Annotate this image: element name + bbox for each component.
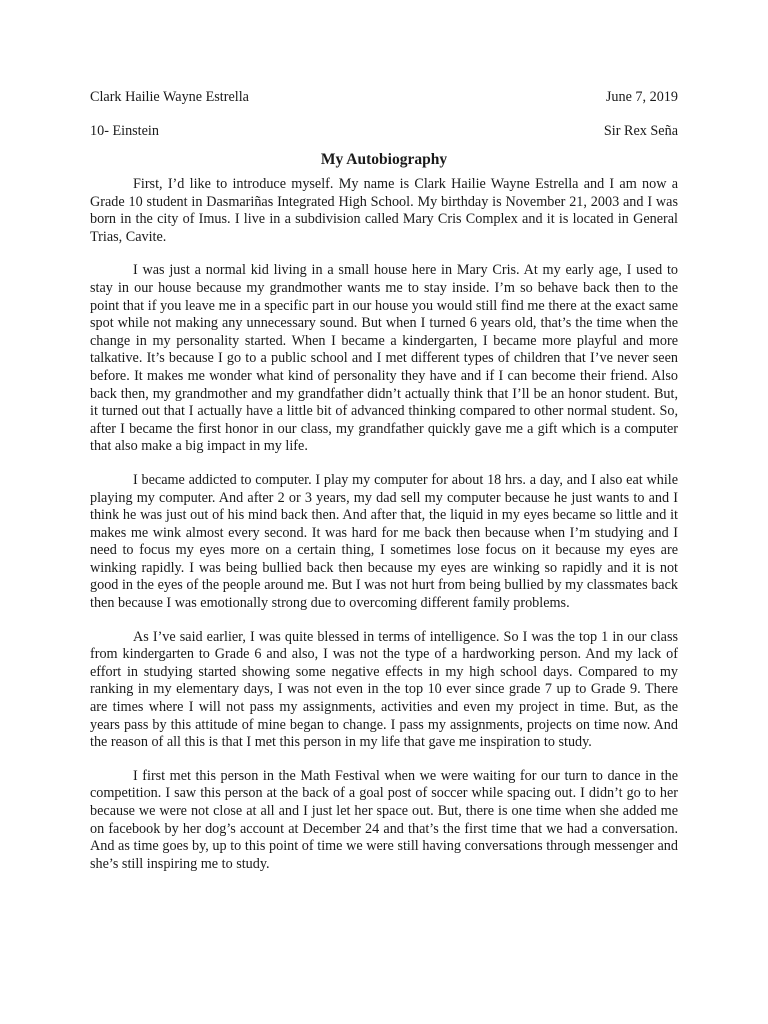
paragraph-computer: I became addicted to computer. I play my computer for about 18 hrs. a day, and I also eat while playing my computer. And after 2 or 3 years, my dad sell my computer because he just wants to and I think he was just out of his mind back then. And after that, the liquid in my eyes became so little and it makes me wink almost every second. It was hard for me back then because when I’m studying and I need to focus my eyes more on a certain thing, I sometimes lose focus on it because my eyes are winking rapidly. I was being bullied back then because my eyes are winking so rapidly and it is not good in the eyes of the people around me. But I was not hurt from being bullied by my classmates back then because I was emotionally strong due to overcoming different family problems. bbox=[90, 471, 678, 612]
paragraph-intelligence: As I’ve said earlier, I was quite blessed in terms of intelligence. So I was the top 1 in our class from kindergarten to Grade 6 and also, I was not the type of a hardworking person. And my lack of effort in studying started showing some negative effects in my high school days. Compared to my ranking in my elementary days, I was not even in the top 10 ever since grade 7 up to Grade 9. There are times where I will not pass my assignments, activities and even my project in time. But, as the years pass by this attitude of mine began to change. I pass my assignments, projects on time now. And the reason of all this is that I met this person in my life that gave me inspiration to study. bbox=[90, 628, 678, 751]
header-row-bottom bbox=[90, 122, 678, 140]
paragraph-inspiration: I first met this person in the Math Festival when we were waiting for our turn to dance in the competition. I saw this person at the back of a goal post of soccer while spacing out. I didn’t go to her because we were not close at all and I just let her space out. But, there is one time when she added me on facebook by her dog’s account at December 24 and that’s the first time that we had a conversation. And as time goes by, up to this point of time we were still having conversations through messenger and she’s still inspiring me to study. bbox=[90, 767, 678, 872]
class-section: 10- Einstein bbox=[90, 123, 159, 139]
paragraph-introduction: First, I’d like to introduce myself. My name is Clark Hailie Wayne Estrella and I am now a Grade 10 student in Dasmariñas Integrated High School. My birthday is November 21, 2003 and I was born in the city of Imus. I live in a subdivision called Mary Cris Complex and it is located in General Trias, Cavite. bbox=[90, 176, 678, 245]
document-title: My Autobiography bbox=[320, 151, 448, 168]
teacher-name: Sir Rex Seña bbox=[603, 123, 678, 139]
document-date: June 7, 2019 bbox=[605, 89, 678, 105]
author-name: Clark Hailie Wayne Estrella bbox=[90, 89, 249, 105]
document-page bbox=[90, 88, 678, 889]
paragraph-childhood: I was just a normal kid living in a small house here in Mary Cris. At my early age, I used to stay in our house because my grandmother wants me to stay inside. I’m so behave back then to the point that if you leave me in a specific part in our house you would still find me there at the exact same spot while not making any unnecessary sound. But when I turned 6 years old, that’s the time when the change in my personality started. When I became a kindergarten, I became more playful and more talkative. It’s because I go to a public school and I met different types of children that I’ve never seen before. It makes me wonder what kind of personality they have and if I can become their friend. Also back then, my grandmother and my grandfather didn’t actually think that I’ll be an honor student. But, it turned out that I actually have a little bit of advanced thinking compared to other normal student. So, after I became the first honor in our class, my grandfather quickly gave me a gift which is a computer that also make a big impact in my life. bbox=[90, 262, 678, 455]
header-row-top bbox=[90, 88, 678, 106]
